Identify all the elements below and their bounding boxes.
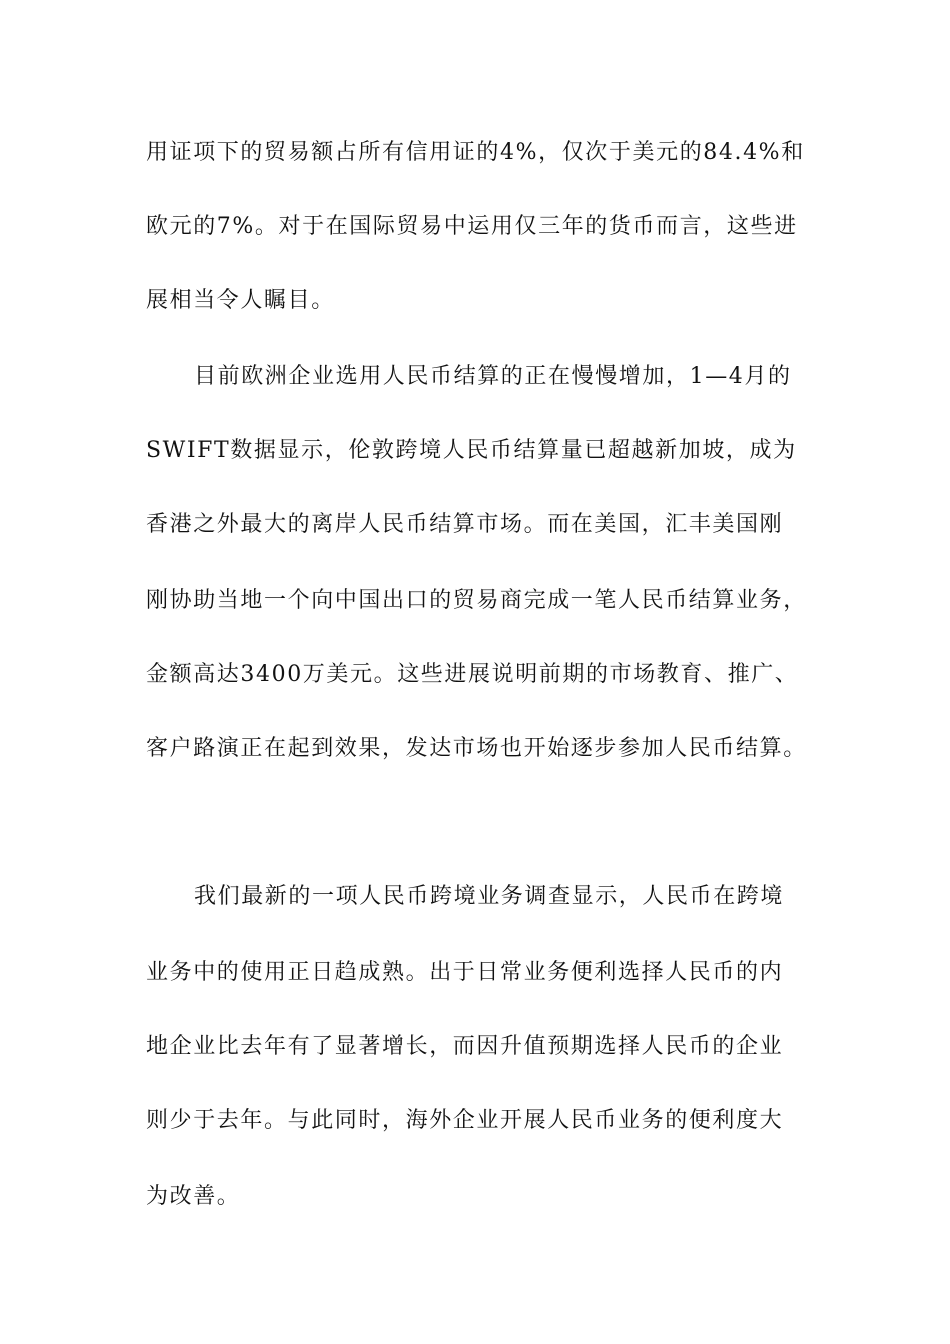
paragraph-3-line-4: 则少于去年。与此同时，海外企业开展人民币业务的便利度大 — [146, 1108, 784, 1133]
paragraph-1-line-1: 用证项下的贸易额占所有信用证的4%，仅次于美元的84.4%和 — [146, 140, 805, 165]
paragraph-2-line-6: 客户路演正在起到效果，发达市场也开始逐步参加人民币结算。 — [146, 736, 807, 761]
paragraph-3-line-1: 我们最新的一项人民币跨境业务调查显示，人民币在跨境 — [194, 884, 785, 909]
paragraph-2-line-3: 香港之外最大的离岸人民币结算市场。而在美国，汇丰美国刚 — [146, 512, 784, 537]
paragraph-2-line-1: 目前欧洲企业选用人民币结算的正在慢慢增加，1—4月的 — [194, 364, 792, 389]
paragraph-3-line-3: 地企业比去年有了显著增长，而因升值预期选择人民币的企业 — [146, 1034, 784, 1059]
paragraph-1-line-2: 欧元的7%。对于在国际贸易中运用仅三年的货币而言，这些进 — [146, 214, 798, 239]
paragraph-2-line-2: SWIFT数据显示，伦敦跨境人民币结算量已超越新加坡，成为 — [146, 438, 797, 463]
paragraph-1-line-3: 展相当令人瞩目。 — [146, 288, 335, 313]
paragraph-2-line-4: 刚协助当地一个向中国出口的贸易商完成一笔人民币结算业务， — [146, 588, 807, 613]
paragraph-2-line-5: 金额高达3400万美元。这些进展说明前期的市场教育、推广、 — [146, 662, 799, 687]
paragraph-3-line-2: 业务中的使用正日趋成熟。出于日常业务便利选择人民币的内 — [146, 960, 784, 985]
paragraph-3-line-5: 为改善。 — [146, 1184, 241, 1209]
